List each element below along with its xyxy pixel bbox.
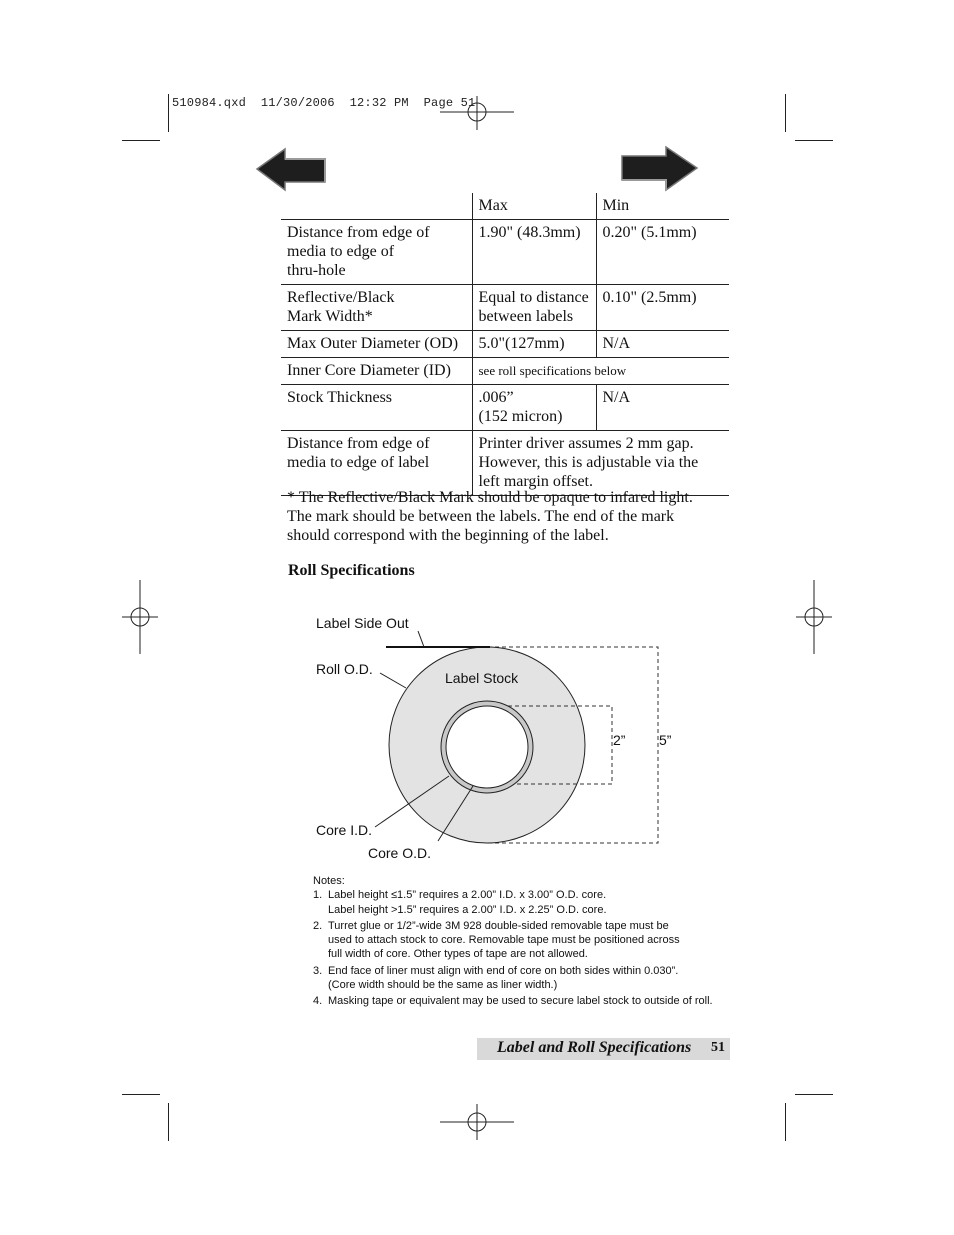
- table-row: [281, 285, 729, 331]
- row-label-cell: Reflective/Black Mark Width*: [281, 285, 472, 331]
- table-row: [281, 331, 729, 358]
- label-side-out-text: Label Side Out: [316, 615, 409, 631]
- footer-section-title: Label and Roll Specifications: [497, 1039, 692, 1056]
- min-value-cell: N/A: [596, 331, 729, 358]
- min-value-cell: N/A: [596, 385, 729, 431]
- max-value-cell: Equal to distance between labels: [472, 285, 596, 331]
- notes-block: [313, 874, 773, 1011]
- max-value-cell: 1.90" (48.3mm): [472, 220, 596, 285]
- max-value-cell: 5.0"(127mm): [472, 331, 596, 358]
- list-item: 1. Label height ≤1.5” requires a 2.00” I.D. x 3.00” O.D. core. Label height >1.5” requires a 2.00” I.D. x 2.25” O.D. core.: [313, 889, 607, 916]
- min-value-cell: 0.10" (2.5mm): [596, 285, 729, 331]
- roll-od-text: Roll O.D.: [316, 661, 373, 677]
- list-item: 2. Turret glue or 1/2”-wide 3M 928 double-sided removable tape must be used to attach stock to core. Removable tape must be positioned across full width of core. Other types of tape are not allowed.: [313, 919, 680, 961]
- page-number: 51: [711, 1040, 725, 1055]
- footnote: * The Reflective/Black Mark should be opaque to infared light. The mark should be between the labels. The end of the mark should correspond with the beginning of the label.: [287, 489, 693, 544]
- roll-diagram: [300, 605, 700, 870]
- section-heading: Roll Specifications: [288, 562, 415, 579]
- table-header-cell: Max: [472, 193, 596, 220]
- label-stock-text: Label Stock: [445, 670, 519, 686]
- merged-value-cell: Printer driver assumes 2 mm gap. However, this is adjustable via the left margin offset.: [472, 431, 729, 496]
- table-row: [281, 220, 729, 285]
- table-header-cell: Min: [596, 193, 729, 220]
- core-od-text: Core O.D.: [368, 845, 432, 861]
- row-label-cell: Inner Core Diameter (ID): [281, 358, 472, 385]
- table-row: [281, 385, 729, 431]
- list-item: 3. End face of liner must align with end of core on both sides within 0.030”. (Core width should be the same as liner width.): [313, 964, 679, 992]
- row-label-cell: Stock Thickness: [281, 385, 472, 431]
- core-id-text: Core I.D.: [316, 822, 373, 838]
- table-row: [281, 358, 729, 385]
- notes-title: Notes:: [313, 875, 345, 887]
- file-slug: 510984.qxd 11/30/2006 12:32 PM Page 51: [172, 96, 476, 110]
- leader-line: [418, 631, 424, 647]
- core-inner-circle: [446, 706, 528, 788]
- table-header-row: [281, 193, 729, 220]
- list-item: 4. Masking tape or equivalent may be used to secure label stock to outside of roll.: [313, 995, 713, 1008]
- next-page-arrow-icon[interactable]: [620, 144, 700, 192]
- table-row: [281, 431, 729, 496]
- table-header-cell: [281, 193, 472, 220]
- max-value-cell: .006” (152 micron): [472, 385, 596, 431]
- inner-dimension-text: 2”: [613, 732, 626, 748]
- previous-page-arrow-icon[interactable]: [254, 146, 328, 192]
- merged-value-cell: see roll specifications below: [472, 358, 729, 385]
- row-label-cell: Distance from edge of media to edge of thru-hole: [281, 220, 472, 285]
- leader-line: [380, 673, 406, 688]
- specification-table: [281, 193, 729, 496]
- min-value-cell: 0.20" (5.1mm): [596, 220, 729, 285]
- outer-dimension-text: 5”: [659, 732, 672, 748]
- row-label-cell: Distance from edge of media to edge of label: [281, 431, 472, 496]
- row-label-cell: Max Outer Diameter (OD): [281, 331, 472, 358]
